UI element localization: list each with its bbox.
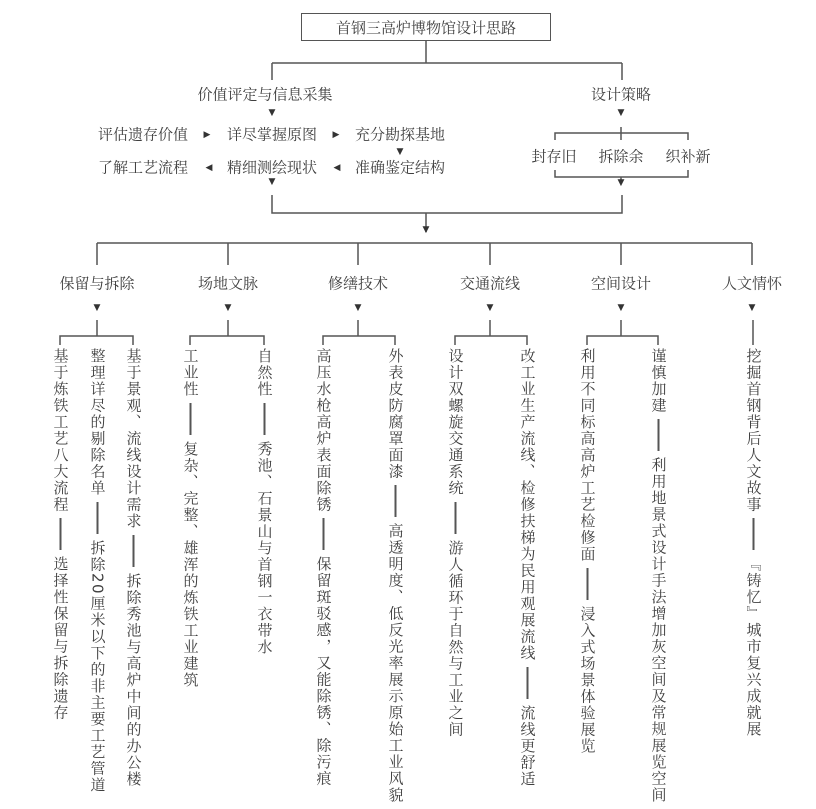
separator-line (394, 485, 396, 517)
separator-line (189, 403, 191, 435)
detail-column (126, 348, 141, 787)
arrow-down-icon: ▼ (268, 108, 276, 118)
strategy-seal-old: 封存旧 (531, 147, 577, 166)
detail-heading: 谨慎加建 (649, 348, 668, 414)
value-assessment-label: 价值评定与信息采集 (197, 85, 333, 104)
detail-column (183, 348, 198, 688)
separator-line (526, 667, 528, 699)
detail-result: 复杂、完整、雄浑的炼铁工业建筑 (181, 440, 200, 688)
detail-column (448, 348, 463, 738)
separator-line (586, 568, 588, 600)
detail-result: 选择性保留与拆除遗存 (51, 556, 70, 721)
arrow-down-icon: ▼ (268, 177, 276, 187)
detail-column (746, 348, 761, 738)
separator-line (752, 518, 754, 550)
separator-line (263, 403, 265, 435)
arrow-down-icon: ▼ (93, 303, 101, 313)
step-original-drawings: 详尽掌握原图 (226, 125, 318, 144)
separator-line (59, 518, 61, 550)
detail-result: 拆除秀池与高炉中间的办公楼 (124, 572, 143, 787)
detail-result: 秀池、石景山与首钢一衣带水 (255, 440, 274, 655)
detail-result: 拆除20厘米以下的非主要工艺管道 (88, 539, 107, 793)
detail-heading: 基于景观、流线设计需求 (124, 348, 143, 530)
detail-column (580, 348, 595, 754)
detail-column (651, 348, 666, 804)
detail-heading: 整理详尽的剔除名单 (88, 348, 107, 497)
detail-result: 浸入式场景体验展览 (578, 605, 597, 754)
step-site-survey: 充分勘探基地 (354, 125, 446, 144)
category-humanistic: 人文情怀 (721, 274, 783, 293)
detail-result: 保留斑驳感，又能除锈、除污痕 (314, 556, 333, 787)
detail-result: 『铸忆』城市复兴成就展 (744, 556, 763, 738)
detail-column (388, 348, 403, 804)
arrow-left-icon: ◀ (333, 163, 341, 173)
step-measure-status: 精细测绘现状 (226, 158, 318, 177)
step-process-flow: 了解工艺流程 (97, 158, 189, 177)
detail-result: 高透明度、低反光率展示原始工业风貌 (386, 523, 405, 804)
strategy-weave-new: 织补新 (665, 147, 711, 166)
arrow-down-icon: ▼ (617, 178, 625, 188)
detail-result: 游人循环于自然与工业之间 (446, 539, 465, 738)
detail-column (257, 348, 272, 655)
detail-heading: 挖掘首钢背后人文故事 (744, 348, 763, 513)
arrow-down-icon: ▼ (617, 303, 625, 313)
arrow-left-icon: ◀ (205, 163, 213, 173)
arrow-right-icon: ▶ (203, 130, 211, 140)
detail-heading: 改工业生产流线、检修扶梯为民用观展流线 (518, 348, 537, 662)
detail-heading: 外表皮防腐罩面漆 (386, 348, 405, 480)
separator-line (454, 502, 456, 534)
category-retain-remove: 保留与拆除 (59, 274, 135, 293)
arrow-down-icon: ▼ (396, 147, 404, 157)
arrow-down-icon: ▼ (748, 303, 756, 313)
separator-line (657, 419, 659, 451)
arrow-down-icon: ▼ (617, 108, 625, 118)
detail-heading: 高压水枪高炉表面除锈 (314, 348, 333, 513)
arrow-right-icon: ▶ (332, 130, 340, 140)
detail-column (90, 348, 105, 793)
detail-heading: 设计双螺旋交通系统 (446, 348, 465, 497)
strategy-remove-excess: 拆除余 (598, 147, 644, 166)
arrow-down-icon: ▼ (422, 225, 430, 235)
category-restoration-tech: 修缮技术 (327, 274, 389, 293)
detail-heading: 基于炼铁工艺八大流程 (51, 348, 70, 513)
arrow-down-icon: ▼ (354, 303, 362, 313)
diagram-title: 首钢三高炉博物馆设计思路 (301, 13, 551, 41)
detail-heading: 自然性 (255, 348, 274, 398)
arrow-down-icon: ▼ (486, 303, 494, 313)
category-site-context: 场地文脉 (197, 274, 259, 293)
detail-column (316, 348, 331, 787)
separator-line (322, 518, 324, 550)
detail-result: 利用地景式设计手法增加灰空间及常规展览空间 (649, 457, 668, 804)
design-strategy-label: 设计策略 (590, 85, 652, 104)
detail-column (520, 348, 535, 787)
separator-line (132, 535, 134, 567)
step-assess-value: 评估遗存价值 (97, 125, 189, 144)
detail-heading: 利用不同标高高炉工艺检修面 (578, 348, 597, 563)
detail-column (53, 348, 68, 721)
arrow-down-icon: ▼ (224, 303, 232, 313)
category-space-design: 空间设计 (590, 274, 652, 293)
step-structure-check: 准确鉴定结构 (354, 158, 446, 177)
category-circulation: 交通流线 (459, 274, 521, 293)
separator-line (96, 502, 98, 534)
detail-heading: 工业性 (181, 348, 200, 398)
detail-result: 流线更舒适 (518, 704, 537, 787)
